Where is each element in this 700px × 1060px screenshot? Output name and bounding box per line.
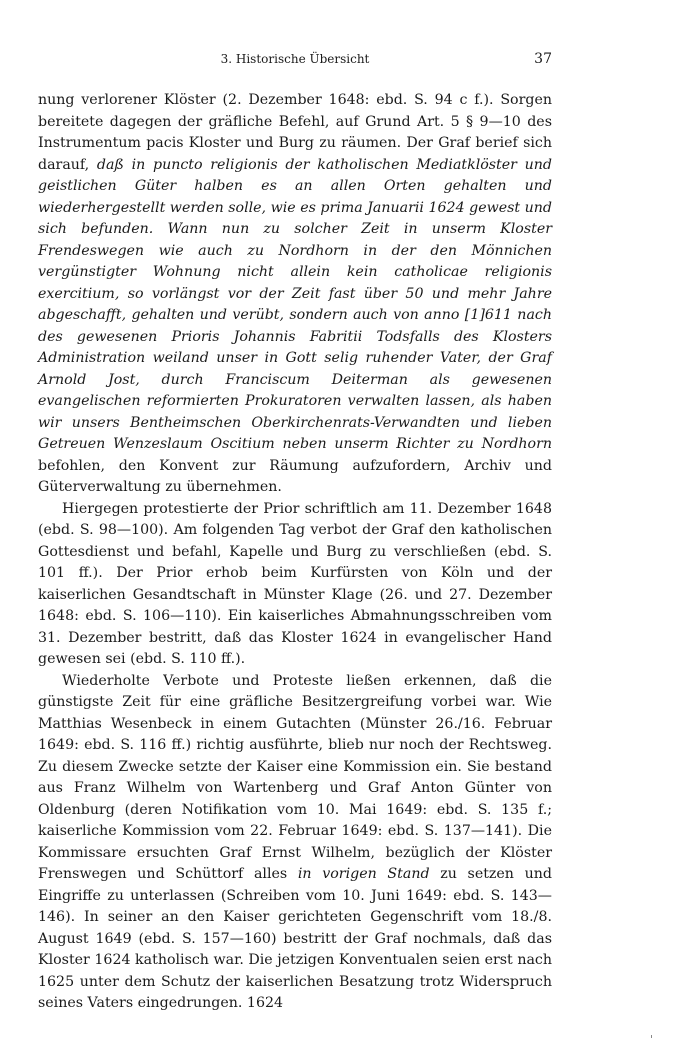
paragraph-2	[38, 499, 552, 671]
page-number: 37	[534, 51, 552, 67]
text-span: befohlen, den Konvent zur Räumung aufzufordern, Archiv und Güterverwaltung zu übernehmen.	[38, 457, 552, 495]
text-span: nung verlorener Klöster (2. Dezember 1648: ebd. S. 94 c f.). Sorgen bereitete dagegen der gräfliche Befehl, auf Grund Art. 5 § 9—10 des Instrumentum pacis Kloster und Burg zu räumen. Der Graf berief sich darauf,	[38, 92, 552, 173]
running-head	[38, 48, 552, 70]
book-page	[38, 48, 552, 1015]
text-span: zu setzen und Eingriffe zu unterlassen (Schreiben vom 10. Juni 1649: ebd. S. 143—146). In seiner an den Kaiser gerichteten Gegenschrift vom 18./8. August 1649 (ebd. S. 157—160) bestritt der Graf nochmals, daß das Kloster 1624 katholisch war. Die jetzigen Konventualen seien erst nach 1625 unter dem Schutz der kaiserlichen Besatzung trotz Widerspruch seines Vaters eingedrungen. 1624	[38, 866, 552, 1011]
body-text	[38, 90, 552, 1015]
text-span: Wiederholte Verbote und Proteste ließen erkennen, daß die günstigste Zeit für eine gräfliche Besitzergreifung vorbei war. Wie Matthias Wesenbeck in einem Gutachten (Münster 26./16. Februar 1649: ebd. S. 116 ff.) richtig ausführte, blieb nur noch der Rechtsweg. Zu diesem Zwecke setzte der Kaiser eine Kommission ein. Sie bestand aus Franz Wilhelm von Wartenberg und Graf Anton Günter von Oldenburg (deren Notifikation vom 10. Mai 1649: ebd. S. 135 f.; kaiserliche Kommission vom 22. Februar 1649: ebd. S. 137—141). Die Kommissare ersuchten Graf Ernst Wilhelm, bezüglich der Klöster Frenswegen und Schüttorf alles	[38, 672, 552, 882]
paragraph-1	[38, 90, 552, 499]
quotation-italic: daß in puncto religionis der katholischen Mediatklöster und geistlichen Güter halben es an allen Orten gehalten und wiederhergestellt werden solle, wie es prima Januarii 1624 gewest und sich befunden. Wann nun zu solcher Zeit in unserm Kloster Frendeswegen wie auch zu Nordhorn in der den Mönnichen vergünstigter Wohnung nicht allein kein catholicae religionis exercitium, so vorlängst vor der Zeit fast über 50 und mehr Jahre abgeschafft, gehalten und verübt, sondern auch von anno [1]611 nach des gewesenen Prioris Johannis Fabritii Todsfalls des Klosters Administration weiland unser in Gott selig ruhender Vater, der Graf Arnold Jost, durch Franciscum Deiterman als gewesenen evangelischen reformierten Prokuratoren verwalten lassen, als haben wir unsers Bentheimschen Oberkirchenrats-Verwandten und lieben Getreuen Wenzeslaum Oscitium neben unserm Richter zu Nordhorn	[38, 156, 552, 452]
scan-mark	[651, 1035, 652, 1038]
section-title: 3. Historische Übersicht	[220, 52, 370, 66]
quotation-italic: in vorigen Stand	[297, 866, 430, 882]
text-span: Hiergegen protestierte der Prior schriftlich am 11. Dezember 1648 (ebd. S. 98—100). Am folgenden Tag verbot der Graf den katholischen Gottesdienst und befahl, Kapelle und Burg zu verschließen (ebd. S. 101 ff.). Der Prior erhob beim Kurfürsten von Köln und der kaiserlichen Gesandtschaft in Münster Klage (26. und 27. Dezember 1648: ebd. S. 106—110). Ein kaiserliches Abmahnungsschreiben vom 31. Dezember bestritt, daß das Kloster 1624 in evangelischer Hand gewesen sei (ebd. S. 110 ff.).	[38, 500, 552, 667]
paragraph-3	[38, 671, 552, 1015]
